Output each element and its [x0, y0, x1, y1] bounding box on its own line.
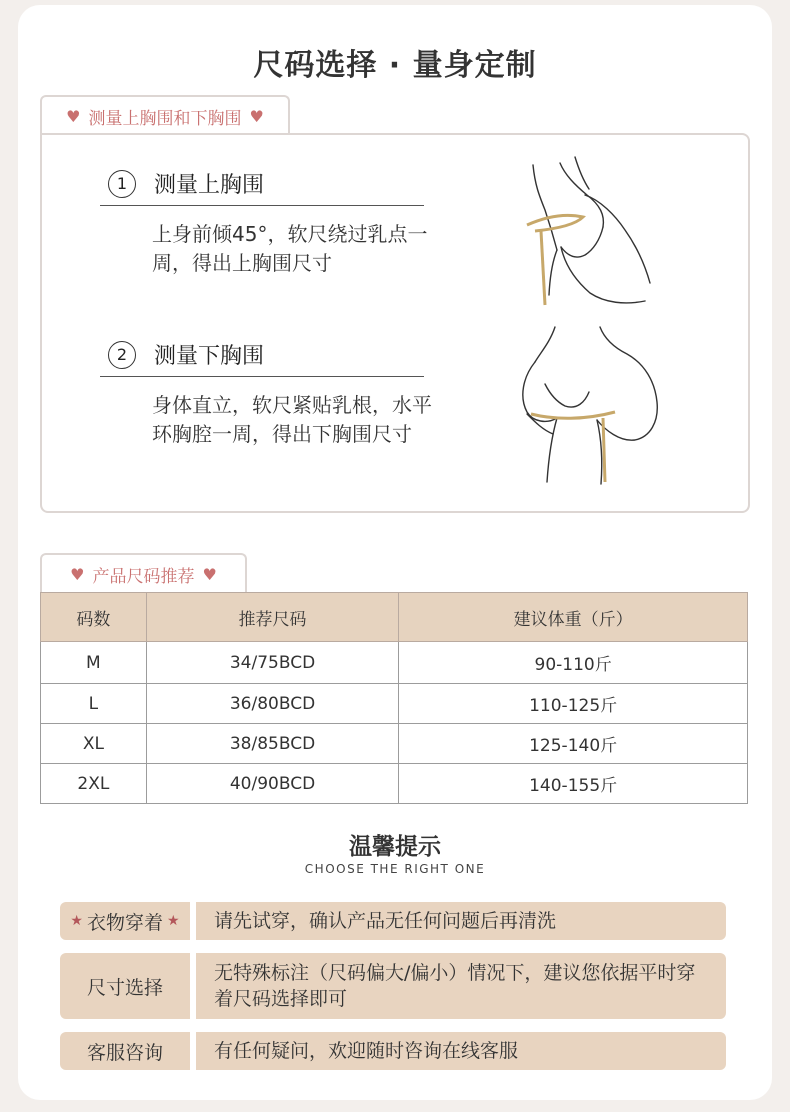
upper-bust-illustration [505, 155, 675, 315]
size-table [40, 592, 748, 804]
table-cell: 38/85BCD [146, 724, 398, 764]
tip-text-clothing: 请先试穿，确认产品无任何问题后再清洗 [196, 902, 726, 940]
tip-label-text: 客服咨询 [86, 1041, 163, 1064]
star-icon: ★ [70, 913, 83, 929]
heart-icon: ♥ [249, 106, 264, 126]
heart-icon: ♥ [70, 564, 85, 584]
tips-title: 温馨提示 [349, 834, 441, 860]
table-cell: 40/90BCD [146, 764, 398, 804]
step-title: 测量上胸围 [154, 173, 265, 198]
table-cell: 34/75BCD [146, 642, 398, 684]
table-cell: 110-125斤 [399, 684, 748, 724]
measure-tab-label: 测量上胸围和下胸围 [88, 108, 242, 129]
step-title: 测量下胸围 [154, 344, 265, 369]
table-row [41, 764, 748, 804]
tip-label-text: 尺寸选择 [86, 976, 163, 999]
tip-label-text: 衣物穿着 [86, 911, 163, 934]
table-cell: 125-140斤 [399, 724, 748, 764]
heart-icon: ♥ [202, 564, 217, 584]
tip-label-service [60, 1032, 190, 1070]
step-description: 身体直立，软尺紧贴乳根，水平环胸腔一周，得出下胸围尺寸 [152, 393, 432, 446]
table-row [41, 684, 748, 724]
page-title: 尺码选择 · 量身定制 [253, 48, 537, 83]
heart-icon: ♥ [66, 106, 81, 126]
table-cell: 36/80BCD [146, 684, 398, 724]
step-number: 2 [108, 341, 136, 369]
table-row [41, 724, 748, 764]
column-header: 码数 [41, 593, 147, 642]
step-description: 上身前倾45°，软尺绕过乳点一周，得出上胸围尺寸 [152, 222, 428, 275]
tip-text-service: 有任何疑问，欢迎随时咨询在线客服 [196, 1032, 726, 1070]
measure-tab [40, 95, 290, 135]
step-header [100, 339, 424, 377]
column-header: 建议体重（斤） [399, 593, 748, 642]
tip-label-size [60, 953, 190, 1019]
table-cell: 2XL [41, 764, 147, 804]
step-header [100, 168, 424, 206]
tip-label-clothing [60, 902, 190, 940]
size-tab [40, 553, 247, 593]
table-cell: 140-155斤 [399, 764, 748, 804]
step-under-bust [100, 339, 432, 449]
table-header-row [41, 593, 748, 642]
column-header: 推荐尺码 [146, 593, 398, 642]
table-cell: XL [41, 724, 147, 764]
under-bust-illustration [505, 322, 675, 490]
step-number: 1 [108, 170, 136, 198]
table-cell: 90-110斤 [399, 642, 748, 684]
tip-text-size: 无特殊标注（尺码偏大/偏小）情况下，建议您依据平时穿着尺码选择即可 [196, 953, 726, 1019]
step-upper-bust [100, 168, 428, 278]
size-tab-label: 产品尺码推荐 [92, 566, 195, 587]
table-row [41, 642, 748, 684]
tips-subtitle: CHOOSE THE RIGHT ONE [304, 862, 486, 876]
table-cell: L [41, 684, 147, 724]
star-icon: ★ [167, 913, 180, 929]
table-cell: M [41, 642, 147, 684]
